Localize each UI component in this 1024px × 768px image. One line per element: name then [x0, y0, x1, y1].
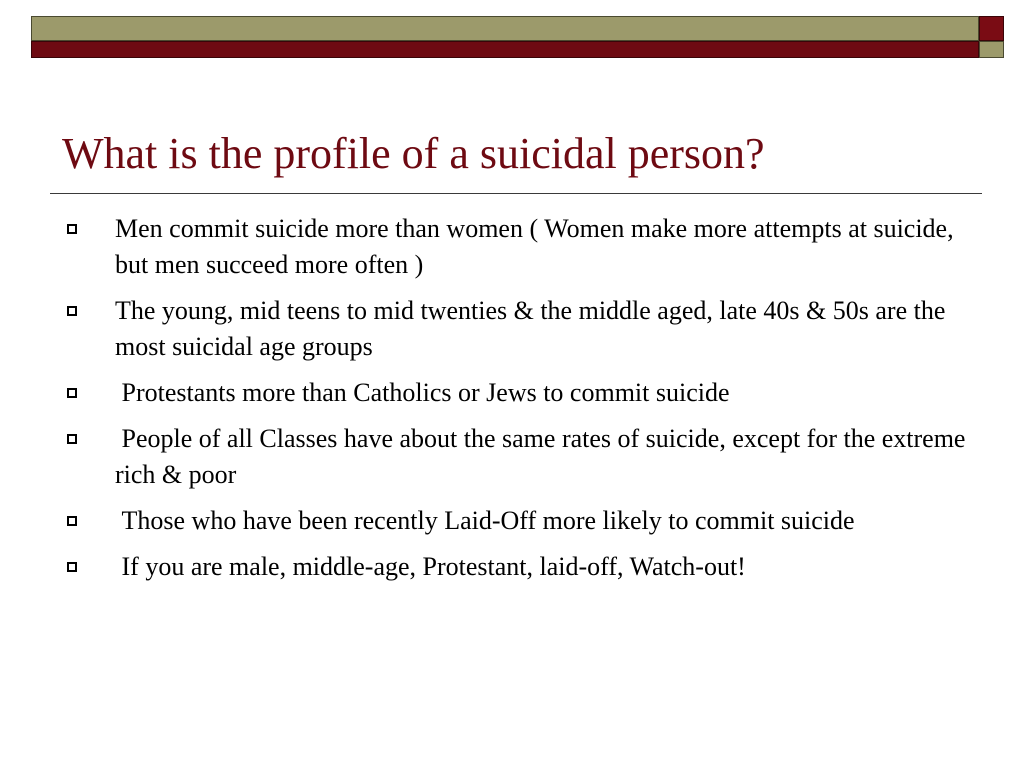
- hollow-square-bullet-icon: [67, 388, 77, 398]
- bullet-item: [62, 549, 972, 585]
- header-banner-maroon: [31, 41, 979, 58]
- bullet-item: [62, 421, 972, 493]
- bullet-item: [62, 503, 972, 539]
- bullet-item: [62, 293, 972, 365]
- bullet-text: Those who have been recently Laid-Off more likely to commit suicide: [115, 506, 855, 535]
- header-corner-maroon-block: [979, 16, 1004, 41]
- bullet-text: The young, mid teens to mid twenties & the middle aged, late 40s & 50s are the most suicidal age groups: [115, 296, 952, 361]
- bullet-text: If you are male, middle-age, Protestant, laid-off, Watch-out!: [115, 552, 746, 581]
- hollow-square-bullet-icon: [67, 516, 77, 526]
- bullet-item: [62, 211, 972, 283]
- hollow-square-bullet-icon: [67, 306, 77, 316]
- bullet-list: [62, 211, 972, 595]
- bullet-item: [62, 375, 972, 411]
- header-banner-olive: [31, 16, 979, 41]
- slide-title: What is the profile of a suicidal person?: [62, 129, 765, 178]
- hollow-square-bullet-icon: [67, 434, 77, 444]
- bullet-text: Protestants more than Catholics or Jews to commit suicide: [115, 378, 730, 407]
- hollow-square-bullet-icon: [67, 224, 77, 234]
- bullet-text: Men commit suicide more than women ( Women make more attempts at suicide, but men succeed more often ): [115, 214, 961, 279]
- header-corner-olive-block: [979, 41, 1004, 58]
- hollow-square-bullet-icon: [67, 562, 77, 572]
- bullet-text: People of all Classes have about the same rates of suicide, except for the extreme rich & poor: [115, 424, 972, 489]
- title-divider: [50, 193, 982, 194]
